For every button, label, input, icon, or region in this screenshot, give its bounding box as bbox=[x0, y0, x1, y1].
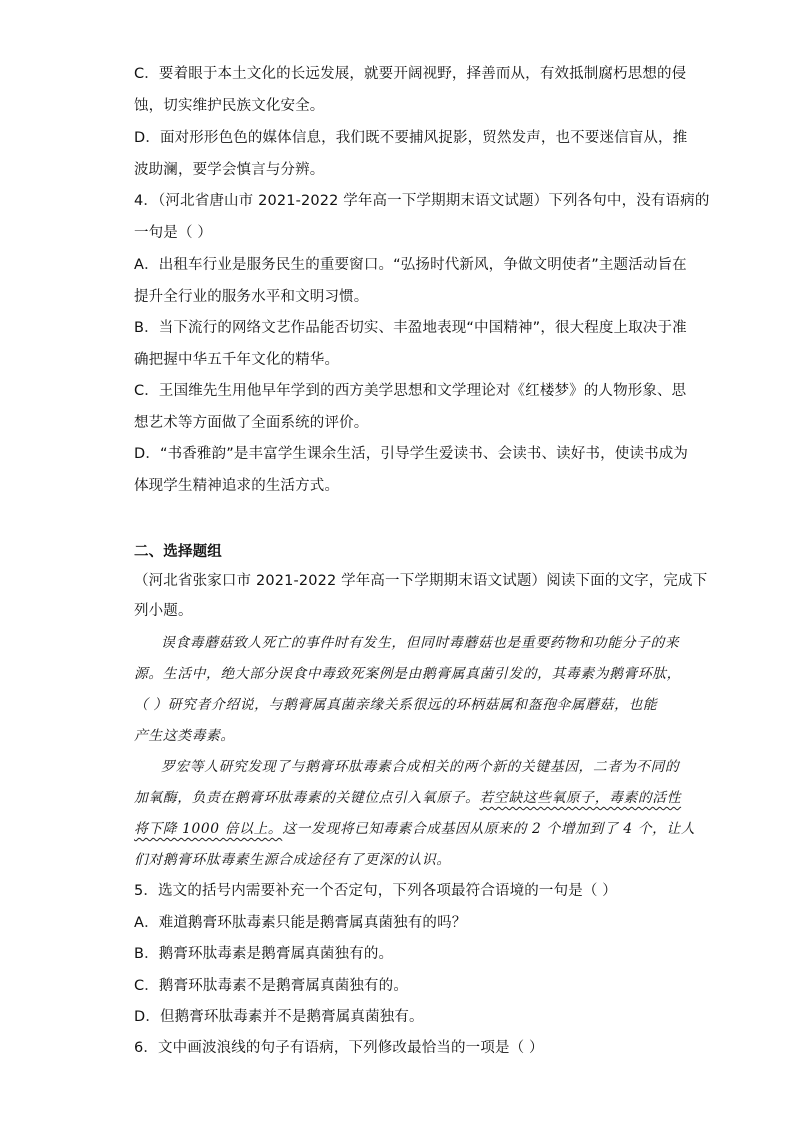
passage-p1-line2: 源。生活中，绝大部分误食中毒致死案例是由鹅膏属真菌引发的，其毒素为鹅膏环肽， bbox=[134, 666, 682, 682]
passage-p2-line3-plain: 这一发现将已知毒素合成基因从原来的 2 个增加到了 4 个，让人 bbox=[282, 821, 696, 837]
q4-option-d-line2: 体现学生精神追求的生活方式。 bbox=[134, 478, 340, 494]
q6-stem: 6．文中画波浪线的句子有语病，下列修改最恰当的一项是（ ） bbox=[134, 1040, 544, 1056]
q5-option-c: C．鹅膏环肽毒素不是鹅膏属真菌独有的。 bbox=[134, 978, 408, 994]
q5-option-a: A．难道鹅膏环肽毒素只能是鹅膏属真菌独有的吗？ bbox=[134, 915, 467, 931]
q4-stem-line1: 4．（河北省唐山市 2021-2022 学年高一下学期期末语文试题）下列各句中，没有语病的 bbox=[134, 193, 710, 209]
passage-p1-line3: （ ）研究者介绍说，与鹅膏属真菌亲缘关系很远的环柄菇属和盔孢伞属蘑菇，也能 bbox=[134, 697, 658, 713]
passage-p2-line2 bbox=[134, 788, 681, 808]
q3-option-c-line2: 蚀，切实维护民族文化安全。 bbox=[134, 98, 325, 114]
q4-stem-line2: 一句是（ ） bbox=[134, 225, 213, 241]
passage-p2-line4: 们对鹅膏环肽毒素生源合成途径有了更深的认识。 bbox=[134, 852, 451, 868]
passage-p2-line2-plain: 加氧酶，负责在鹅膏环肽毒素的关键位点引入氧原子。 bbox=[134, 790, 480, 806]
q5-stem: 5．选文的括号内需要补充一个否定句，下列各项最符合语境的一句是（ ） bbox=[134, 883, 617, 899]
section-heading: 二、选择题组 bbox=[134, 544, 222, 560]
wavy-underlined-sentence-part2: 将下降 1000 倍以上。 bbox=[134, 821, 283, 837]
q4-option-b-line1: B．当下流行的网络文艺作品能否切实、丰盈地表现“中国精神”，很大程度上取决于准 bbox=[134, 320, 687, 336]
q4-option-a-line2: 提升全行业的服务水平和文明习惯。 bbox=[134, 289, 369, 305]
q5-option-d: D．但鹅膏环肽毒素并不是鹅膏属真菌独有。 bbox=[134, 1009, 424, 1025]
passage-p1-line4: 产生这类毒素。 bbox=[134, 728, 235, 744]
q4-option-a-line1: A．出租车行业是服务民生的重要窗口。“弘扬时代新风，争做文明使者”主题活动旨在 bbox=[134, 257, 687, 273]
passage-p1-line1: 误食毒蘑菇致人死亡的事件时有发生，但同时毒蘑菇也是重要药物和功能分子的来 bbox=[161, 635, 680, 651]
q4-option-c-line1: C．王国维先生用他早年学到的西方美学思想和文学理论对《红楼梦》的人物形象、思 bbox=[134, 383, 687, 399]
section-intro-line2: 列小题。 bbox=[134, 603, 193, 619]
wavy-underlined-sentence-part1: 若空缺这些氧原子，毒素的活性 bbox=[479, 790, 682, 806]
q3-option-d-line2: 波助澜，要学会慎言与分辨。 bbox=[134, 162, 325, 178]
q5-option-b: B．鹅膏环肽毒素是鹅膏属真菌独有的。 bbox=[134, 946, 394, 962]
passage-p2-line1: 罗宏等人研究发现了与鹅膏环肽毒素合成相关的两个新的关键基因，二者为不同的 bbox=[161, 759, 680, 775]
q4-option-d-line1: D．“书香雅韵”是丰富学生课余生活，引导学生爱读书、会读书、读好书，使读书成为 bbox=[134, 446, 689, 462]
section-intro-line1: （河北省张家口市 2021-2022 学年高一下学期期末语文试题）阅读下面的文字，完成下 bbox=[134, 573, 708, 589]
q3-option-c-line1: C．要着眼于本土文化的长远发展，就要开阔视野，择善而从，有效抵制腐朽思想的侵 bbox=[134, 66, 687, 82]
passage-p2-line3 bbox=[134, 819, 695, 839]
q3-option-d-line1: D．面对形形色色的媒体信息，我们既不要捕风捉影，贸然发声，也不要迷信盲从，推 bbox=[134, 130, 688, 146]
q4-option-b-line2: 确把握中华五千年文化的精华。 bbox=[134, 352, 340, 368]
q4-option-c-line2: 想艺术等方面做了全面系统的评价。 bbox=[134, 415, 369, 431]
